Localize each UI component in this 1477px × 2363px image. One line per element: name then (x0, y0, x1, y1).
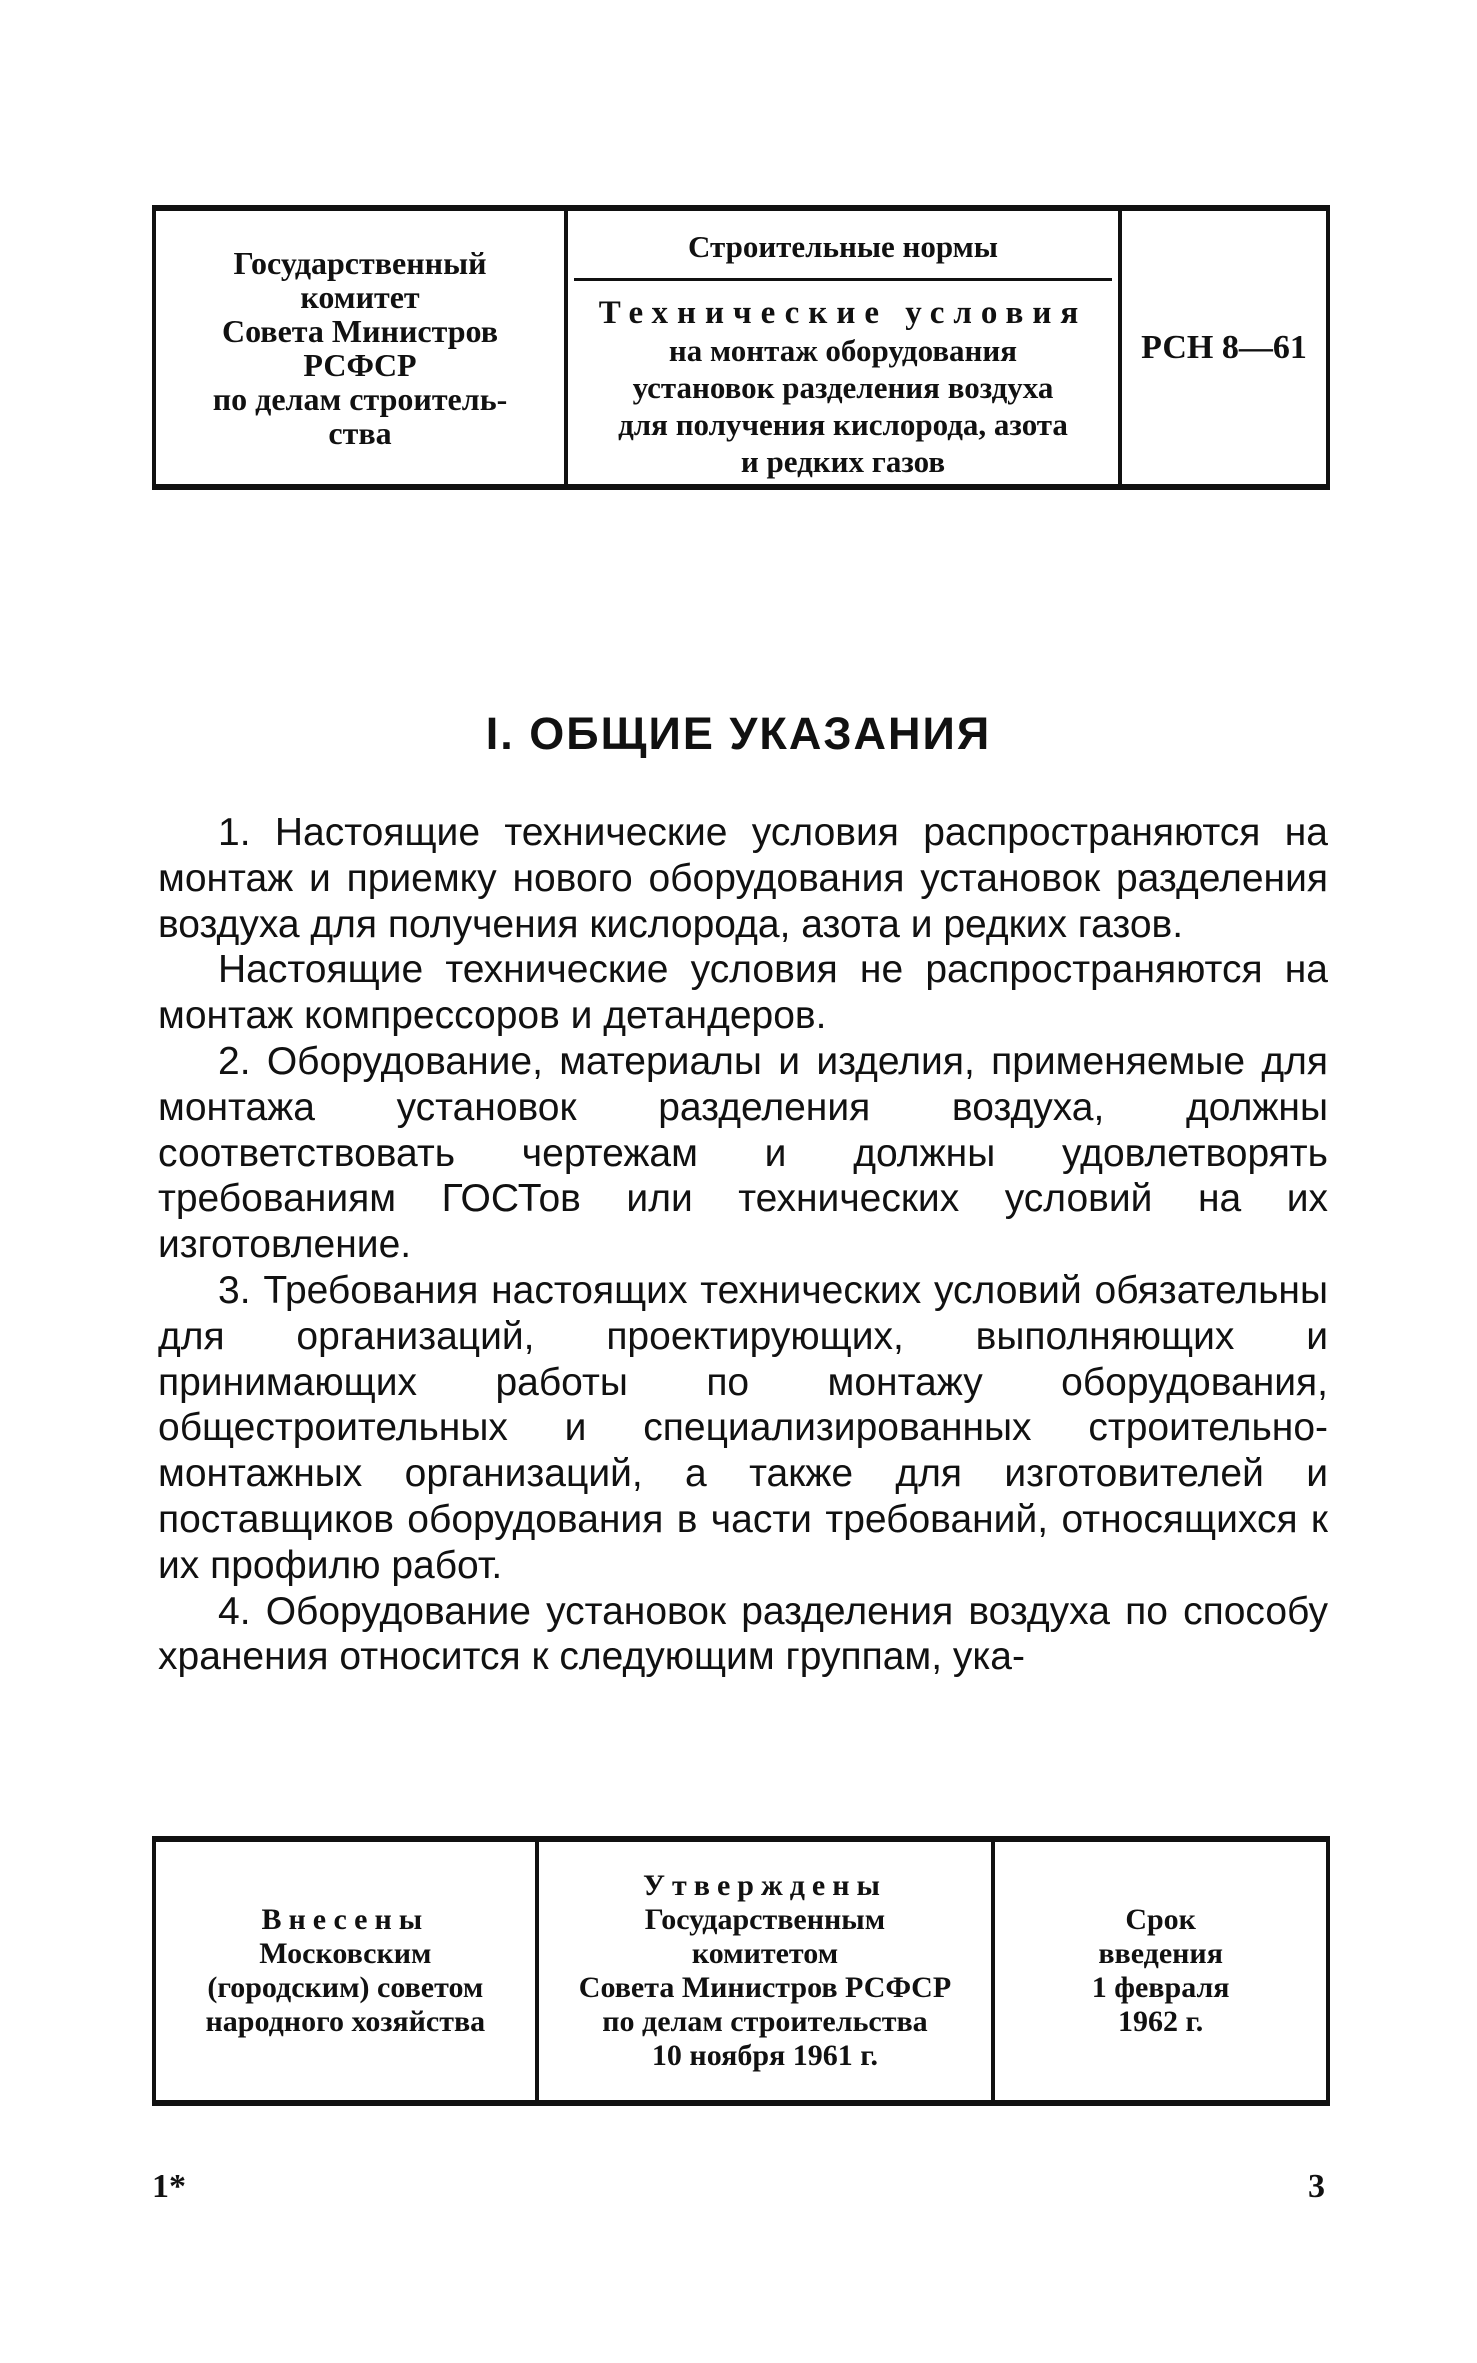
org-line: комитет (300, 278, 420, 315)
paragraph: Настоящие технические условия не распространяются на монтаж компрессоров и детандеров. (158, 948, 1328, 1038)
org-line: по делам строитель- (212, 380, 508, 417)
org-line: ства (328, 414, 392, 451)
approved-line: Совета Министров РСФСР (578, 1971, 952, 2004)
effective-line: введения (1098, 1937, 1223, 1970)
submitted-line: Московским (259, 1937, 432, 1970)
paragraph: 1. Настоящие технические условия распространяются на монтаж и приемку нового оборудования установок разделения воздуха для получения кислорода, азота и редких газов. (158, 811, 1328, 946)
org-line: РСФСР (303, 346, 417, 383)
submitted-label: Внесены (261, 1903, 430, 1936)
title-line: для получения кислорода, азота (618, 406, 1068, 442)
page-number: 3 (1308, 2168, 1325, 2205)
document-code: РСН 8—61 (1120, 208, 1328, 487)
approved-by (537, 1839, 994, 2103)
submitted-line: народного хозяйства (205, 2005, 486, 2038)
effective-line: 1962 г. (1118, 2005, 1204, 2038)
approved-line: по делам строительства (602, 2005, 928, 2038)
document-category: Строительные нормы (574, 216, 1112, 281)
effective-line: 1 февраля (1091, 1971, 1230, 2004)
footer-table (152, 1836, 1330, 2106)
effective-date (993, 1839, 1328, 2103)
submitted-by (154, 1839, 537, 2103)
effective-line: Срок (1125, 1903, 1196, 1936)
document-title (568, 281, 1118, 480)
header-table (152, 205, 1330, 490)
approved-date: 10 ноября 1961 г. (651, 2039, 879, 2072)
section-heading: I. ОБЩИЕ УКАЗАНИЯ (485, 708, 992, 759)
submitted-line: (городским) советом (207, 1971, 484, 2004)
org-line: Государственный (233, 244, 487, 281)
paragraph: 2. Оборудование, материалы и изделия, применяемые для монтажа установок разделения воздуха, должны соответствовать чертежам и должны удовлетворять требованиям ГОСТов или технических условий на их изготовление. (158, 1039, 1328, 1267)
title-line: установок разделения воздуха (632, 369, 1054, 405)
approved-label: Утверждены (643, 1869, 887, 1902)
title-line: и редких газов (740, 443, 946, 479)
org-line: Совета Министров (221, 312, 498, 349)
issuing-organization (154, 208, 566, 487)
paragraph: 3. Требования настоящих технических условий обязательны для организаций, проектирующих, выполняющих и принимающих работы по монтажу оборудования, общестроительных и специализированных строительно-монтажных организаций, а также для изготовителей и поставщиков оборудования в части требований, относящихся к их профилю работ. (158, 1268, 1328, 1587)
approved-line: Государственным (644, 1903, 886, 1936)
title-line: на монтаж оборудования (668, 332, 1018, 368)
body-text (158, 810, 1328, 1680)
title-spaced: Технические условия (598, 294, 1088, 331)
signature-mark: 1* (152, 2168, 186, 2205)
document-title-cell (566, 208, 1120, 487)
paragraph: 4. Оборудование установок разделения воздуха по способу хранения относится к следующим группам, ука- (158, 1589, 1328, 1679)
approved-line: комитетом (691, 1937, 839, 1970)
